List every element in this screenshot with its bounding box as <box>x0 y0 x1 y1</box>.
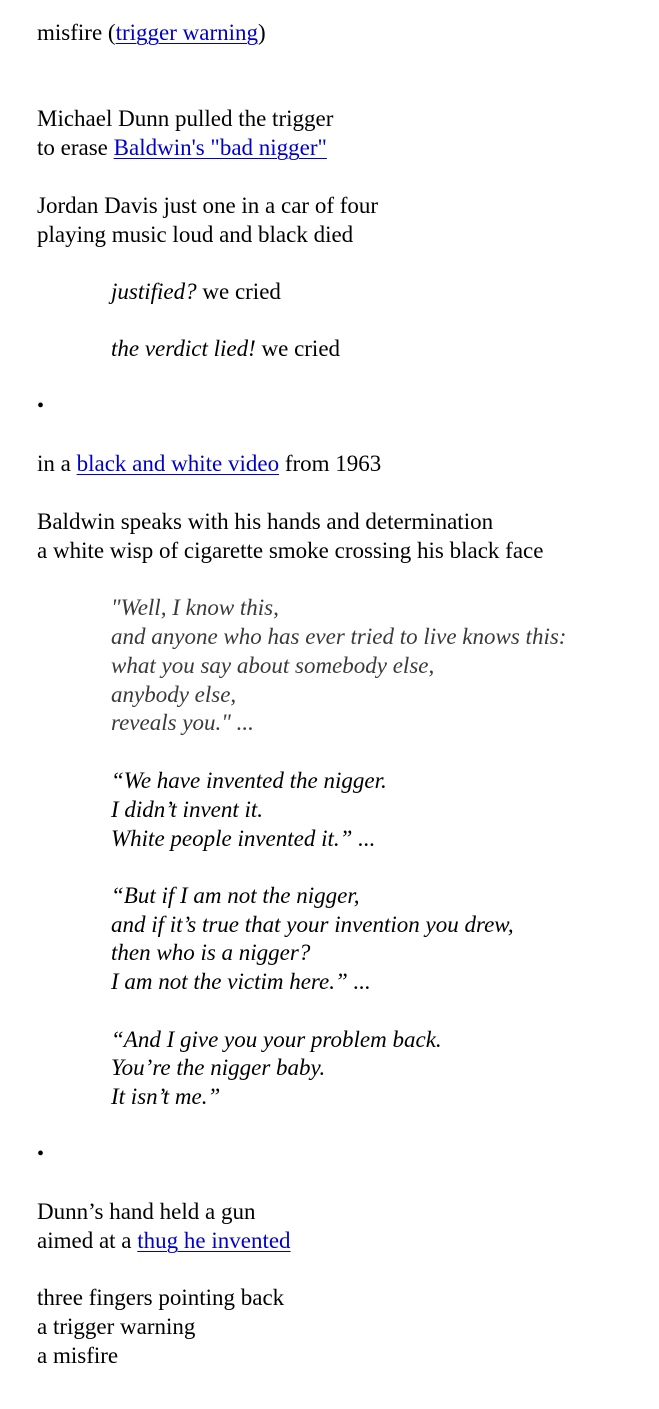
section-bullet: • <box>37 1143 45 1165</box>
refrain-line <box>111 277 281 306</box>
stanza-line: Jordan Davis just one in a car of four <box>37 193 379 218</box>
line-text: aimed at a <box>37 1228 138 1253</box>
stanza-line: Baldwin speaks with his hands and determination <box>37 509 494 534</box>
quote-line: You’re the nigger baby. <box>111 1055 326 1080</box>
line-text: to erase <box>37 135 114 160</box>
baldwin-bad-nigger-link[interactable]: Baldwin's "bad nigger" <box>113 135 327 160</box>
quote-line: “But if I am not the nigger, <box>111 883 360 908</box>
section-bullet: • <box>37 395 45 417</box>
stanza-line: playing music loud and black died <box>37 222 354 247</box>
stanza-line: Michael Dunn pulled the trigger <box>37 106 334 131</box>
quote-line: and anyone who has ever tried to live knows this: <box>111 624 567 649</box>
quote-line: I didn’t invent it. <box>111 797 264 822</box>
line-text: from 1963 <box>279 451 382 476</box>
trigger-warning-link[interactable]: trigger warning <box>115 20 258 45</box>
thug-he-invented-link[interactable]: thug he invented <box>137 1228 291 1253</box>
stanza-line <box>37 449 381 478</box>
quote-line: “We have invented the nigger. <box>111 768 387 793</box>
refrain-italic: the verdict lied! <box>111 336 256 361</box>
quote-line: White people invented it.” ... <box>111 826 376 851</box>
title-text: misfire ( <box>37 20 116 45</box>
quote-line: anybody else, <box>111 682 237 707</box>
poem-title <box>37 18 266 47</box>
quote-line: what you say about somebody else, <box>111 653 435 678</box>
stanza-line <box>37 1226 291 1255</box>
quote-line: “And I give you your problem back. <box>111 1027 442 1052</box>
refrain-italic: justified? <box>111 279 197 304</box>
quote-line: reveals you." ... <box>111 710 254 735</box>
quote-line: "Well, I know this, <box>111 595 279 620</box>
stanza-line: a white wisp of cigarette smoke crossing his black face <box>37 538 544 563</box>
refrain-text: we cried <box>196 279 281 304</box>
stanza-line: three fingers pointing back <box>37 1285 285 1310</box>
refrain-line <box>111 334 340 363</box>
refrain-text: we cried <box>255 336 341 361</box>
stanza-line: a trigger warning <box>37 1314 196 1339</box>
quote-line: and if it’s true that your invention you drew, <box>111 912 514 937</box>
stanza-line <box>37 133 327 162</box>
stanza-line: Dunn’s hand held a gun <box>37 1199 256 1224</box>
black-and-white-video-link[interactable]: black and white video <box>76 451 280 476</box>
stanza-line: a misfire <box>37 1343 119 1368</box>
quote-line: then who is a nigger? <box>111 940 311 965</box>
quote-line: It isn’t me.” <box>111 1084 221 1109</box>
quote-line: I am not the victim here.” ... <box>111 969 371 994</box>
line-text: in a <box>37 451 77 476</box>
title-close-paren: ) <box>258 20 266 45</box>
